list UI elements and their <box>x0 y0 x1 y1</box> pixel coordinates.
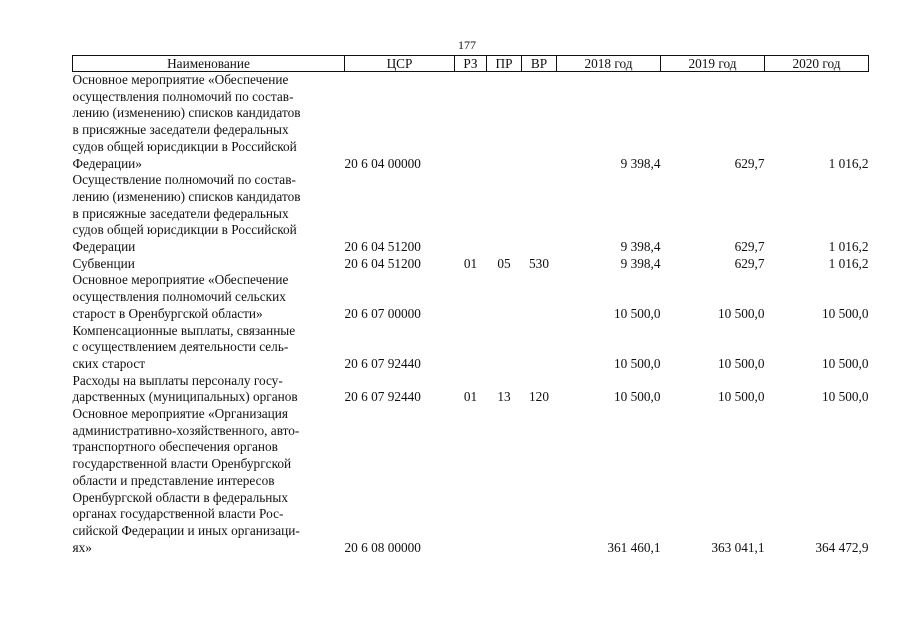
row-pr <box>487 323 522 373</box>
row-2020: 10 500,0 <box>821 389 869 405</box>
row-rz <box>455 323 487 373</box>
table-header-row <box>73 56 869 72</box>
row-2020: 1 016,2 <box>828 155 869 171</box>
row-rz <box>455 72 487 173</box>
row-name-line: судов общей юрисдикции в Российской <box>72 222 297 238</box>
row-vr <box>522 72 557 173</box>
row-name-line: осуществления полномочий по состав- <box>72 88 294 104</box>
row-2018: 361 460,1 <box>607 539 661 555</box>
row-vr: 530 <box>529 255 549 271</box>
row-pr: 05 <box>497 255 511 271</box>
row-vr <box>522 272 557 322</box>
header-2018: 2018 год <box>557 56 661 72</box>
row-2019: 363 041,1 <box>711 539 765 555</box>
row-csr: 20 6 07 92440 <box>344 389 421 405</box>
row-csr: 20 6 07 00000 <box>344 305 421 321</box>
row-name-line: Основное мероприятие «Организация <box>72 406 288 422</box>
table-body <box>73 72 869 557</box>
row-pr: 13 <box>497 389 511 405</box>
table-row <box>73 323 869 373</box>
row-pr <box>487 72 522 173</box>
header-2019: 2019 год <box>661 56 765 72</box>
row-2019: 10 500,0 <box>717 389 765 405</box>
row-name-line: с осуществлением деятельности сель- <box>72 339 289 355</box>
row-csr: 20 6 08 00000 <box>344 539 421 555</box>
page-number: 177 <box>458 38 476 52</box>
row-pr <box>487 272 522 322</box>
row-name-line: органах государственной власти Рос- <box>72 506 284 522</box>
row-2018: 9 398,4 <box>620 239 661 255</box>
table-row <box>73 272 869 322</box>
header-name: Наименование <box>73 56 345 72</box>
row-2020: 1 016,2 <box>828 255 869 271</box>
row-name-line: сийской Федерации и иных организаци- <box>72 522 300 538</box>
header-rz: РЗ <box>455 56 487 72</box>
row-name-line: лению (изменению) списков кандидатов <box>72 105 301 121</box>
row-2019: 629,7 <box>734 155 765 171</box>
row-name <box>73 172 345 256</box>
row-2020: 10 500,0 <box>821 355 869 371</box>
row-2020: 364 472,9 <box>815 539 869 555</box>
row-2018: 10 500,0 <box>613 389 661 405</box>
row-csr: 20 6 07 92440 <box>344 355 421 371</box>
row-name-line: в присяжные заседатели федеральных <box>72 205 289 221</box>
row-rz <box>455 406 487 556</box>
row-2019: 629,7 <box>734 239 765 255</box>
row-rz <box>455 272 487 322</box>
row-name-line: Осуществление полномочий по состав- <box>72 172 296 188</box>
row-name-line: ях» <box>72 539 92 555</box>
row-name <box>73 272 345 322</box>
row-2019: 629,7 <box>734 255 765 271</box>
row-2020: 10 500,0 <box>821 305 869 321</box>
row-name-line: административно-хозяйственного, авто- <box>72 422 300 438</box>
table-row <box>73 72 869 173</box>
row-vr: 120 <box>529 389 549 405</box>
row-name-line: Основное мероприятие «Обеспечение <box>72 72 289 87</box>
row-vr <box>522 323 557 373</box>
row-name-line: осуществления полномочий сельских <box>72 289 286 305</box>
row-name-line: транспортного обеспечения органов <box>72 439 278 455</box>
budget-table <box>72 55 869 556</box>
header-pr: ПР <box>487 56 522 72</box>
row-2018: 10 500,0 <box>613 305 661 321</box>
row-2019: 10 500,0 <box>717 355 765 371</box>
row-2018: 10 500,0 <box>613 355 661 371</box>
row-2018: 9 398,4 <box>620 255 661 271</box>
row-name-line: старост в Оренбургской области» <box>72 305 263 321</box>
row-name-line: области и представление интересов <box>72 472 275 488</box>
header-vr: ВР <box>522 56 557 72</box>
row-pr <box>487 406 522 556</box>
row-name-line: Компенсационные выплаты, связанные <box>72 322 296 338</box>
row-name-line: лению (изменению) списков кандидатов <box>72 188 301 204</box>
row-rz: 01 <box>463 255 478 271</box>
row-rz: 01 <box>463 389 478 405</box>
row-name-line: Основное мероприятие «Обеспечение <box>72 272 289 288</box>
row-vr <box>522 406 557 556</box>
row-name <box>73 323 345 373</box>
row-2020: 1 016,2 <box>828 239 869 255</box>
header-csr: ЦСР <box>345 56 455 72</box>
row-rz <box>455 172 487 256</box>
row-name-line: Оренбургской области в федеральных <box>72 489 289 505</box>
row-name-line: в присяжные заседатели федеральных <box>72 122 289 138</box>
row-name <box>73 256 345 273</box>
row-name-line: Федерации <box>72 239 136 255</box>
header-2020: 2020 год <box>765 56 869 72</box>
row-vr <box>522 172 557 256</box>
table-row <box>73 172 869 256</box>
row-name-line: ских старост <box>72 355 146 371</box>
row-name-line: дарственных (муниципальных) органов <box>72 389 298 405</box>
row-2018: 9 398,4 <box>620 155 661 171</box>
table-row <box>73 373 869 406</box>
row-name-line: Федерации» <box>72 155 142 171</box>
row-name <box>73 373 345 406</box>
row-csr: 20 6 04 51200 <box>344 239 421 255</box>
row-name-line: судов общей юрисдикции в Российской <box>72 138 297 154</box>
row-name-line: государственной власти Оренбургской <box>72 456 292 472</box>
row-name <box>73 406 345 556</box>
row-2019: 10 500,0 <box>717 305 765 321</box>
row-name-line: Субвенции <box>72 255 135 271</box>
table-row <box>73 256 869 273</box>
row-csr: 20 6 04 51200 <box>344 255 421 271</box>
table-row <box>73 406 869 556</box>
row-name <box>73 72 345 173</box>
row-csr: 20 6 04 00000 <box>344 155 421 171</box>
row-name-line: Расходы на выплаты персоналу госу- <box>72 372 283 388</box>
row-pr <box>487 172 522 256</box>
